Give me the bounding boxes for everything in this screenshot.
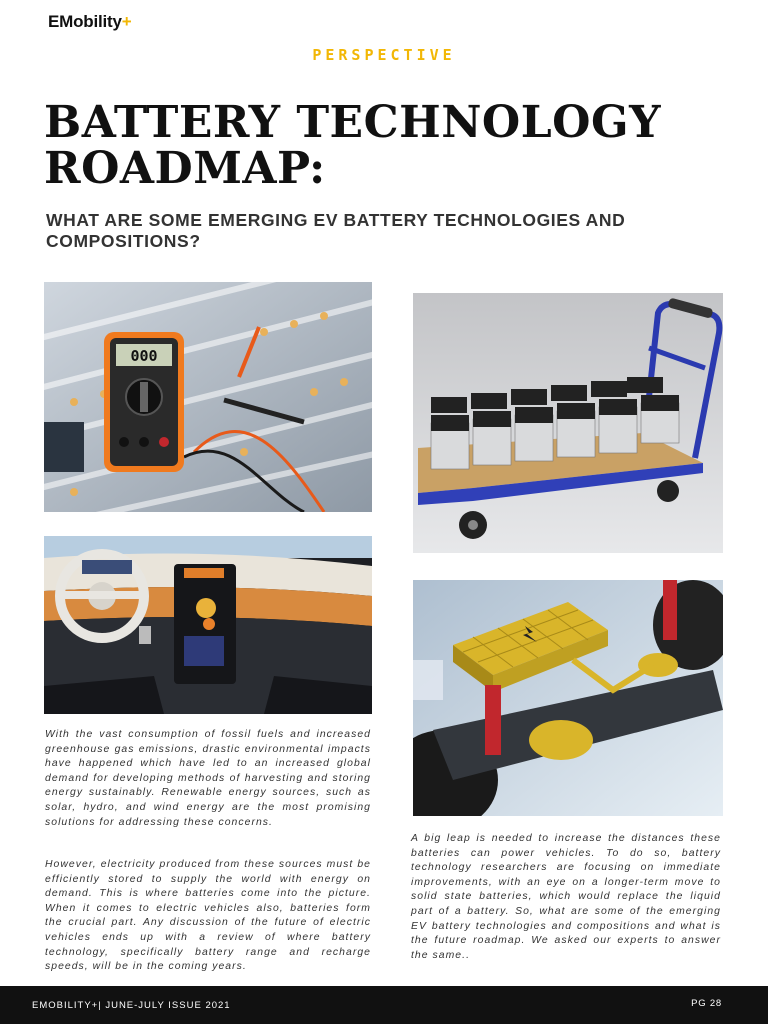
ev-interior-photo <box>44 536 372 714</box>
logo-text: EMobility <box>48 12 122 31</box>
logo-plus: + <box>121 12 132 31</box>
section-kicker: PERSPECTIVE <box>312 46 456 64</box>
footer-issue-info: EMOBILITY+| JUNE-JULY ISSUE 2021 <box>32 1000 231 1011</box>
ev-battery-chassis-photo <box>413 580 723 816</box>
footer-page-number: PG 28 <box>691 998 722 1009</box>
multimeter-display-text: 000 <box>130 347 158 365</box>
body-paragraph-2: However, electricity produced from these sources must be efficiently stored to supply the world with energy on demand. This is where batteries come into the picture. When it comes to electric vehicles also, batteries form the crucial part. Any discussion of the future of electric vehicles ends up with a review of where battery technology, specifically battery range and recharge speeds, will be in the coming years. <box>45 859 371 973</box>
article-title: BATTERY TECHNOLOGY ROADMAP: <box>44 97 661 195</box>
multimeter-battery-photo <box>44 282 372 512</box>
battery-cart-photo <box>413 293 723 553</box>
magazine-logo[interactable] <box>48 12 132 32</box>
body-paragraph-1: With the vast consumption of fossil fuels and increased greenhouse gas emissions, drastic environmental impacts have happened which have led to an increased global demand for developing methods of harvesting and storing energy sustainably. Renewable energy sources, such as solar, hydro, and wind energy are the most promising solutions for addressing these concerns. <box>45 729 371 828</box>
body-paragraph-3: A big leap is needed to increase the distances these batteries can power vehicles. To do so, battery technology researchers are focusing on immediate improvements, with an eye on a longer-term move to solid state batteries, which would replace the liquid part of a battery. So, what are some of the emerging EV battery technologies and compositions and what is the future roadmap. We asked our experts to answer the same.. <box>411 833 721 961</box>
article-subtitle: WHAT ARE SOME EMERGING EV BATTERY TECHNOLOGIES AND COMPOSITIONS? <box>46 210 626 251</box>
page-footer <box>0 986 768 1024</box>
